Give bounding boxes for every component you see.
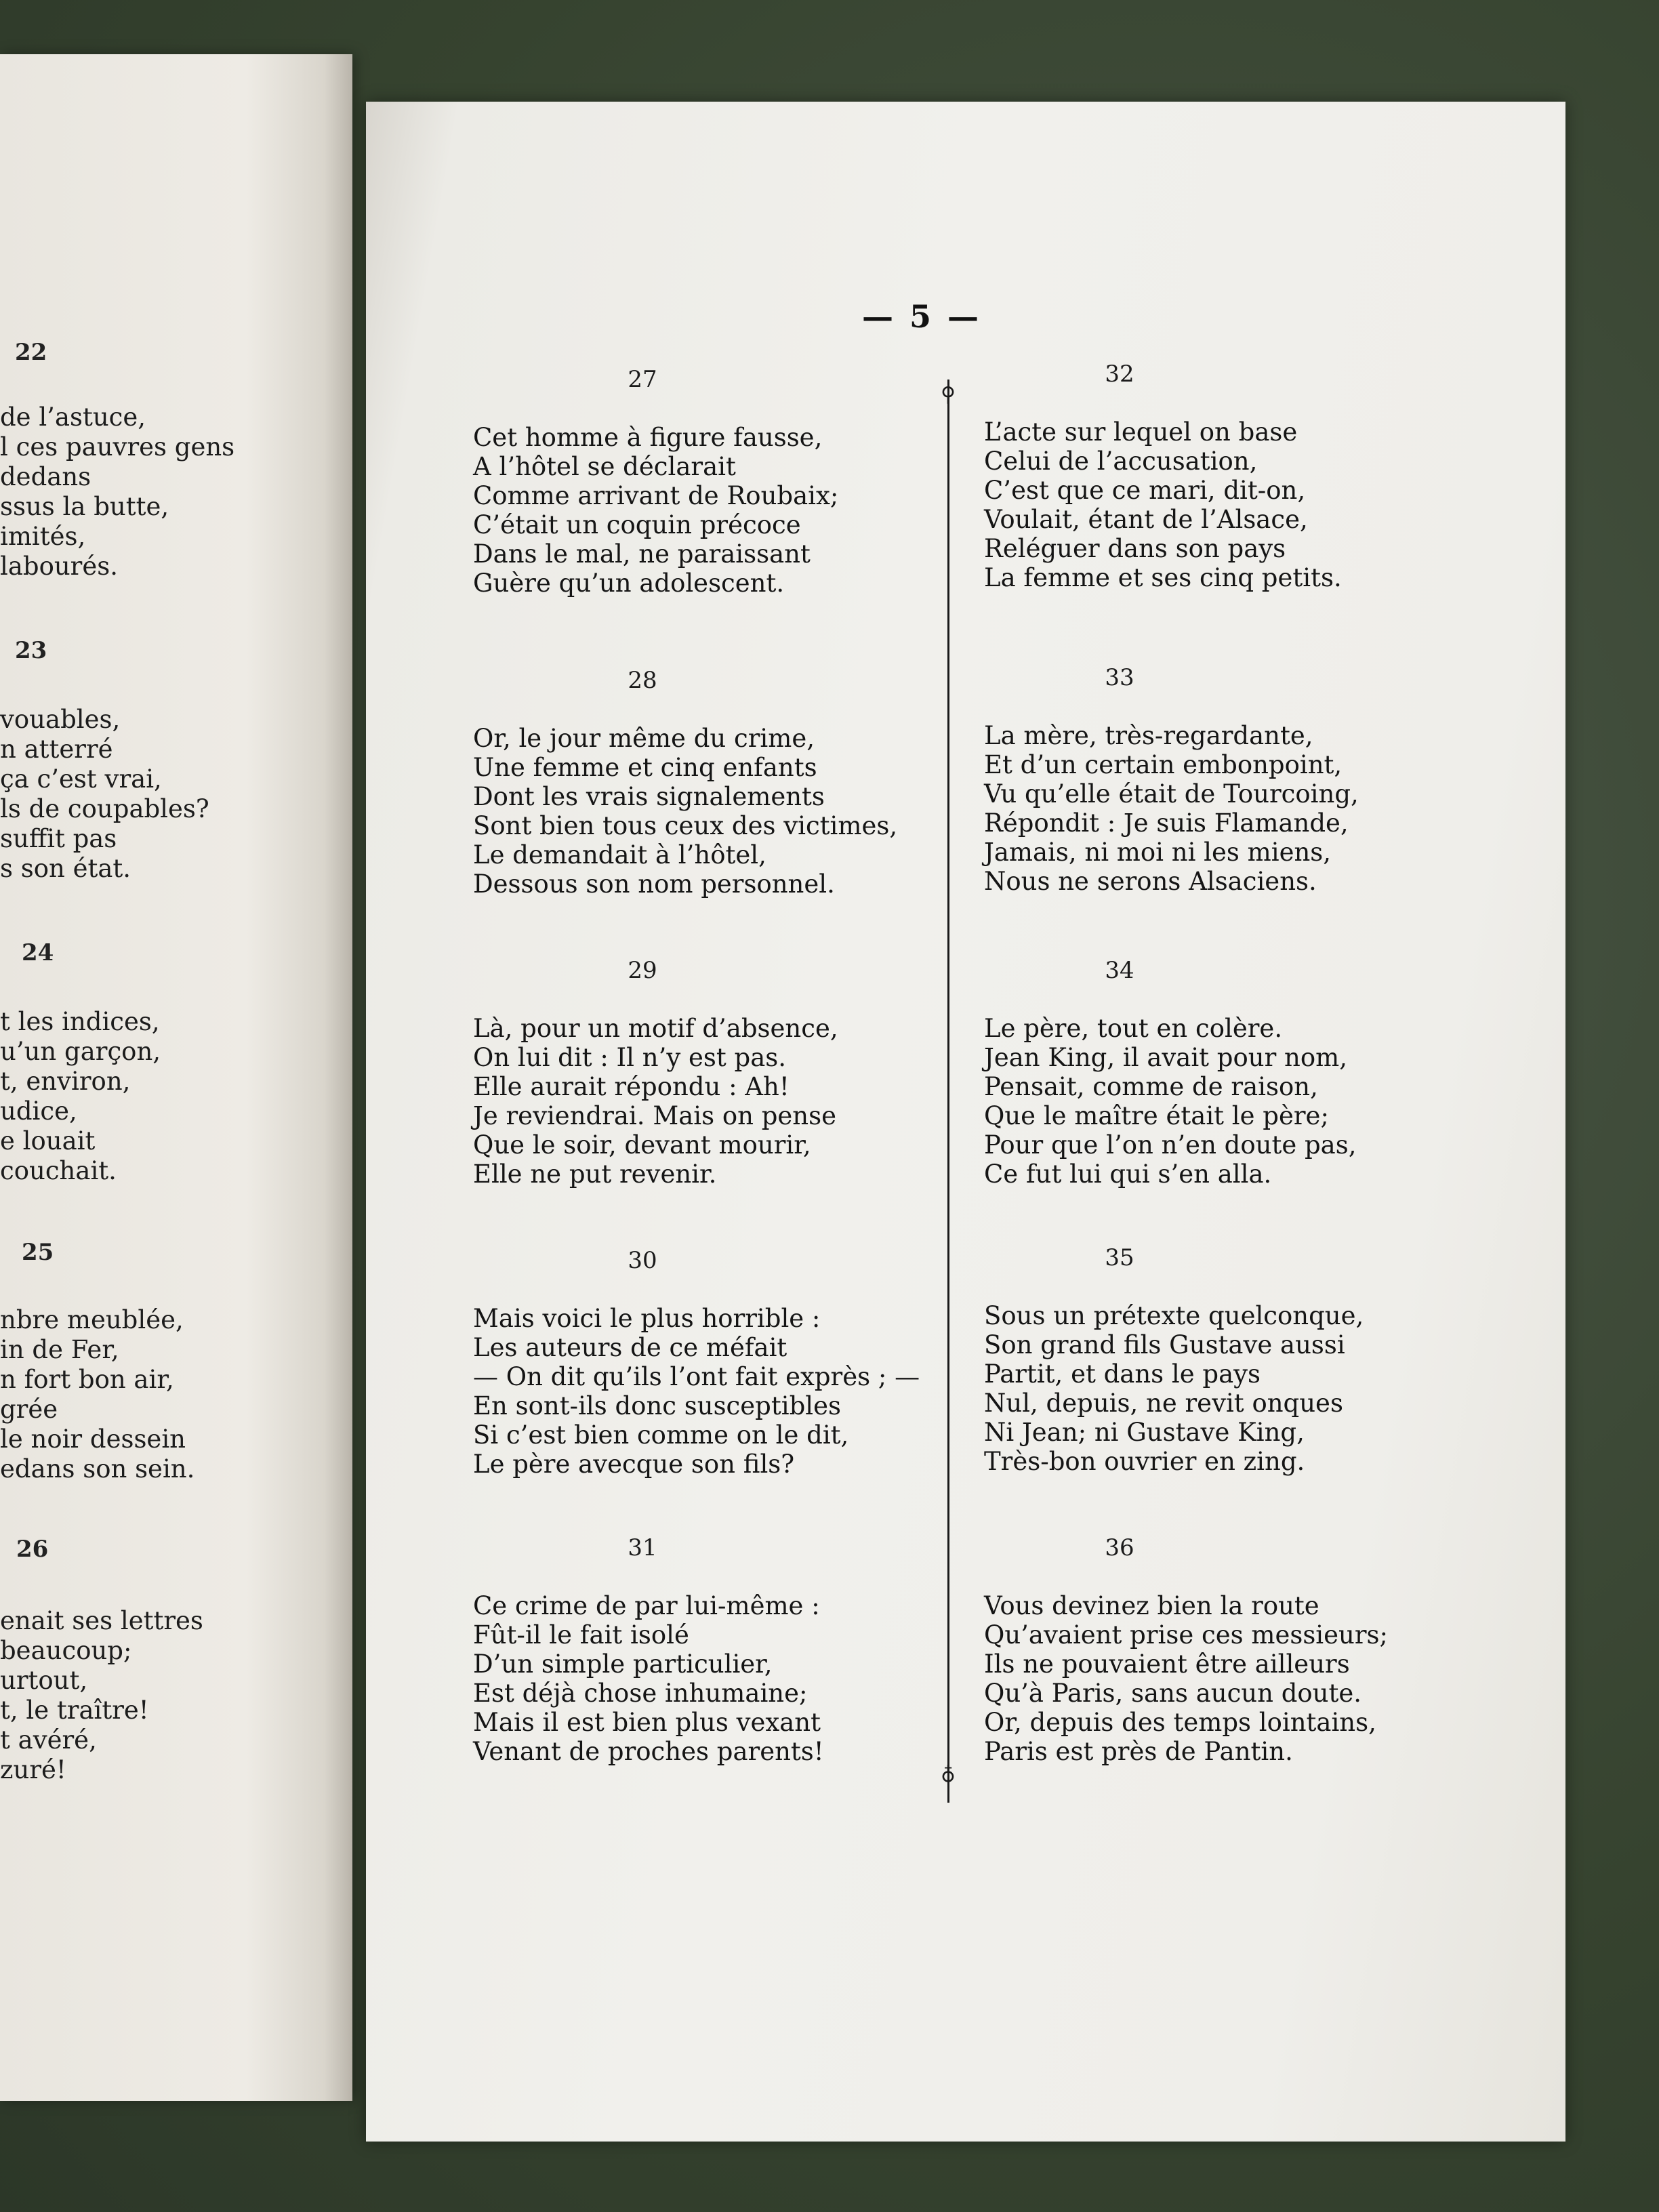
left-line: n fort bon air, bbox=[0, 1365, 174, 1394]
verse-line: Elle ne put revenir. bbox=[473, 1160, 717, 1189]
verse-line: Que le soir, devant mourir, bbox=[473, 1130, 811, 1160]
verse-line: Le père, tout en colère. bbox=[984, 1014, 1283, 1043]
verse-line: Qu’avaient prise ces messieurs; bbox=[984, 1620, 1389, 1650]
verse-line: Pensait, comme de raison, bbox=[984, 1072, 1318, 1101]
verse-line: Que le maître était le père; bbox=[984, 1101, 1329, 1130]
left-line: urtout, bbox=[0, 1666, 88, 1695]
stanza-34 bbox=[984, 957, 1418, 1189]
stanza-30 bbox=[473, 1247, 920, 1479]
verse-text: La mère, très-regardante, bbox=[984, 721, 1313, 750]
left-line: le noir dessein bbox=[0, 1425, 186, 1454]
left-line: de l’astuce, bbox=[0, 403, 146, 432]
verse-line: Ce crime de par lui-même : bbox=[473, 1591, 820, 1620]
stanza-32 bbox=[984, 361, 1418, 592]
left-line: u’un garçon, bbox=[0, 1037, 161, 1066]
verse-line: En sont-ils donc susceptibles bbox=[473, 1391, 841, 1420]
verse-line: La femme et ses cinq petits. bbox=[984, 563, 1342, 592]
verse-line: Et d’un certain embonpoint, bbox=[984, 750, 1343, 779]
left-stanza-number: 23 bbox=[15, 637, 47, 664]
verse-line: Les auteurs de ce méfait bbox=[473, 1333, 787, 1362]
verse-line: Venant de proches parents! bbox=[473, 1737, 824, 1766]
verse-line: Nul, depuis, ne revit onques bbox=[984, 1389, 1343, 1418]
ornament-top-icon: ⚲ bbox=[941, 383, 956, 407]
stanza-36 bbox=[984, 1534, 1418, 1766]
verse-line: Très-bon ouvrier en zing. bbox=[984, 1447, 1305, 1476]
verse-line: Si c’est bien comme on le dit, bbox=[473, 1420, 849, 1450]
stanza-28 bbox=[473, 667, 907, 899]
left-line: zuré! bbox=[0, 1755, 66, 1784]
left-line: ls de coupables? bbox=[0, 794, 209, 823]
verse-line: Qu’à Paris, sans aucun doute. bbox=[984, 1679, 1362, 1708]
verse-line: Ce fut lui qui s’en alla. bbox=[984, 1160, 1272, 1189]
left-stanza-number: 26 bbox=[16, 1536, 49, 1563]
left-line: suffit pas bbox=[0, 824, 117, 853]
left-line: grée bbox=[0, 1395, 58, 1424]
verse-line: C’était un coquin précoce bbox=[473, 510, 801, 539]
page-number: — 5 — bbox=[861, 298, 982, 335]
verse-line: L’acte sur lequel on base bbox=[984, 417, 1298, 447]
stanza-number: 35 bbox=[1105, 1244, 1134, 1271]
stanza-number: 33 bbox=[1105, 664, 1134, 691]
left-line: t, le traître! bbox=[0, 1696, 149, 1725]
verse-line: Vu qu’elle était de Tourcoing, bbox=[984, 779, 1359, 808]
verse-line: Guère qu’un adolescent. bbox=[473, 569, 785, 598]
verse-line: Son grand fils Gustave aussi bbox=[984, 1330, 1345, 1359]
verse-line: Le demandait à l’hôtel, bbox=[473, 840, 766, 869]
verse-line: Est déjà chose inhumaine; bbox=[473, 1679, 808, 1708]
verse-line: C’est que ce mari, dit-on, bbox=[984, 476, 1306, 505]
stanza-33 bbox=[984, 664, 1418, 896]
verse-line: Ils ne pouvaient être ailleurs bbox=[984, 1650, 1350, 1679]
verse-line bbox=[984, 721, 1418, 750]
verse-line: Or, le jour même du crime, bbox=[473, 724, 815, 753]
left-stanza-number: 25 bbox=[22, 1239, 54, 1266]
verse-line: Vous devinez bien la route bbox=[984, 1591, 1319, 1620]
verse-line: Reléguer dans son pays bbox=[984, 534, 1286, 563]
verse-line: Une femme et cinq enfants bbox=[473, 753, 817, 782]
verse-line: Dans le mal, ne paraissant bbox=[473, 539, 811, 569]
stanza-35 bbox=[984, 1244, 1418, 1476]
stanza-number: 29 bbox=[628, 957, 657, 984]
stanza-29 bbox=[473, 957, 907, 1189]
left-line: s son état. bbox=[0, 854, 131, 883]
column-divider bbox=[947, 380, 949, 1803]
verse-line: On lui dit : Il n’y est pas. bbox=[473, 1043, 787, 1072]
stanza-27 bbox=[473, 366, 907, 598]
verse-line: Mais il est bien plus vexant bbox=[473, 1708, 821, 1737]
verse-line: — On dit qu’ils l’ont fait exprès ; — bbox=[473, 1362, 920, 1391]
left-line: ça c’est vrai, bbox=[0, 764, 162, 794]
verse-line: Voulait, étant de l’Alsace, bbox=[984, 505, 1308, 534]
left-stanza-number: 24 bbox=[22, 939, 54, 966]
verse-line: Or, depuis des temps lointains, bbox=[984, 1708, 1376, 1737]
verse-line: Dessous son nom personnel. bbox=[473, 869, 835, 899]
left-line: enait ses lettres bbox=[0, 1606, 203, 1635]
verse-line: Je reviendrai. Mais on pense bbox=[473, 1101, 837, 1130]
verse-line: Sont bien tous ceux des victimes, bbox=[473, 811, 898, 840]
ornament-bottom-icon: ♁ bbox=[941, 1761, 956, 1785]
verse-line: Fût-il le fait isolé bbox=[473, 1620, 689, 1650]
stanza-number: 27 bbox=[628, 366, 657, 393]
left-line: e louait bbox=[0, 1126, 96, 1155]
verse-line: D’un simple particulier, bbox=[473, 1650, 773, 1679]
left-line: vouables, bbox=[0, 705, 121, 734]
stanza-31 bbox=[473, 1534, 907, 1766]
left-line: n atterré bbox=[0, 735, 113, 764]
verse-line: Elle aurait répondu : Ah! bbox=[473, 1072, 790, 1101]
verse-line: Pour que l’on n’en doute pas, bbox=[984, 1130, 1357, 1160]
verse-line: Jean King, il avait pour nom, bbox=[984, 1043, 1347, 1072]
left-line: in de Fer, bbox=[0, 1335, 119, 1364]
left-stanza-number: 22 bbox=[15, 339, 47, 366]
left-line: labourés. bbox=[0, 552, 119, 581]
verse-line: Répondit : Je suis Flamande, bbox=[984, 808, 1349, 838]
stanza-number: 36 bbox=[1105, 1534, 1134, 1561]
verse-line: Mais voici le plus horrible : bbox=[473, 1304, 821, 1333]
left-line: ssus la butte, bbox=[0, 492, 169, 521]
left-line: imités, bbox=[0, 522, 86, 551]
verse-line: Paris est près de Pantin. bbox=[984, 1737, 1293, 1766]
left-line: edans son sein. bbox=[0, 1454, 195, 1483]
left-line: udice, bbox=[0, 1097, 77, 1126]
verse-line: Sous un prétexte quelconque, bbox=[984, 1301, 1364, 1330]
left-line: dedans bbox=[0, 462, 91, 491]
verse-line: Partit, et dans le pays bbox=[984, 1359, 1261, 1389]
verse-line: Dont les vrais signalements bbox=[473, 782, 825, 811]
left-line: t, environ, bbox=[0, 1067, 131, 1096]
verse-line: A l’hôtel se déclarait bbox=[473, 452, 736, 481]
left-line: nbre meublée, bbox=[0, 1305, 184, 1334]
verse-line: Ni Jean; ni Gustave King, bbox=[984, 1418, 1305, 1447]
verse-line: Là, pour un motif d’absence, bbox=[473, 1014, 838, 1043]
verse-line: Celui de l’accusation, bbox=[984, 447, 1258, 476]
verse-line: Jamais, ni moi ni les miens, bbox=[984, 838, 1332, 867]
stanza-number: 32 bbox=[1105, 361, 1134, 388]
stanza-number: 28 bbox=[628, 667, 657, 694]
left-line: beaucoup; bbox=[0, 1636, 132, 1665]
verse-line: Nous ne serons Alsaciens. bbox=[984, 867, 1317, 896]
verse-line: Comme arrivant de Roubaix; bbox=[473, 481, 839, 510]
left-line: t les indices, bbox=[0, 1007, 160, 1036]
stanza-number: 30 bbox=[628, 1247, 657, 1274]
left-page bbox=[0, 54, 352, 2101]
stanza-number: 31 bbox=[628, 1534, 657, 1561]
stanza-number: 34 bbox=[1105, 957, 1134, 984]
left-line: couchait. bbox=[0, 1156, 117, 1185]
left-line: t avéré, bbox=[0, 1725, 97, 1755]
left-line: l ces pauvres gens bbox=[0, 432, 235, 462]
verse-line: Cet homme à figure fausse, bbox=[473, 423, 823, 452]
verse-line: Le père avecque son fils? bbox=[473, 1450, 795, 1479]
